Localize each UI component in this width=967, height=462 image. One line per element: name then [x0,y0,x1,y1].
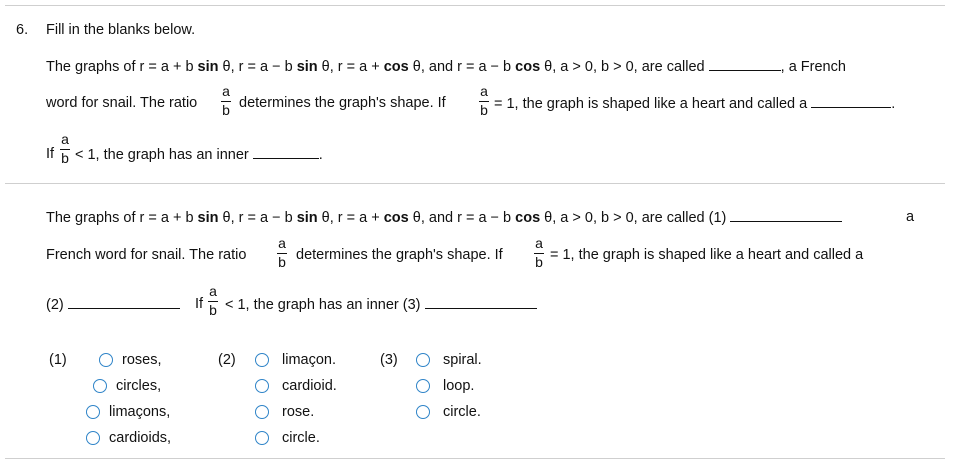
blank-1 [709,57,781,71]
option-label[interactable]: loop. [443,378,475,394]
blank-2 [811,94,891,108]
radio-group1-option1[interactable] [99,353,113,367]
blank-2-restated [68,295,180,309]
restated-line-2-c: = 1, the graph is shaped like a heart and called a [550,247,864,263]
radio-group2-option1[interactable] [255,353,269,367]
radio-group3-option3[interactable] [416,405,430,419]
radio-group2-option4[interactable] [255,431,269,445]
radio-group3-option1[interactable] [416,353,430,367]
restated-line-3-a: < 1, the graph has an inner (3) [225,295,537,314]
radio-group3-option2[interactable] [416,379,430,393]
choice-group-1-label: (1) [49,352,67,368]
radio-group1-option3[interactable] [86,405,100,419]
restated-line-1-tail: a [906,209,915,225]
option-label[interactable]: cardioid. [282,378,337,394]
restated-line-2-a: French word for snail. The ratio [46,247,247,263]
option-label[interactable]: limaçons, [109,404,171,420]
option-label[interactable]: spiral. [443,352,482,368]
restated-line-3-p2: (2) [46,295,180,314]
prompt-line-2-a: word for snail. The ratio [46,95,198,111]
radio-group1-option4[interactable] [86,431,100,445]
choice-group-2-label: (2) [218,352,236,368]
blank-3-restated [425,295,537,309]
choice-group-3-label: (3) [380,352,398,368]
restated-line-1: The graphs of r = a + b sin θ, r = a − b sin θ, r = a + cos θ, and r = a − b cos θ, a > 0, b > 0, are called (1) [46,208,842,227]
top-divider [5,5,945,6]
radio-group1-option2[interactable] [93,379,107,393]
question-number: 6. [16,22,29,38]
radio-group2-option2[interactable] [255,379,269,393]
question-instruction: Fill in the blanks below. [46,22,196,38]
option-label[interactable]: cardioids, [109,430,172,446]
option-label[interactable]: circle. [282,430,320,446]
radio-group2-option3[interactable] [255,405,269,419]
option-label[interactable]: circle. [443,404,481,420]
blank-3 [253,145,319,159]
prompt-line-3-a: < 1, the graph has an inner . [75,147,323,163]
prompt-line-2-b: determines the graph's shape. If [239,95,446,111]
prompt-line-1: The graphs of r = a + b sin θ, r = a − b sin θ, r = a + cos θ, and r = a − b cos θ, a > 0, b > 0, are called , a French [46,59,846,75]
option-label[interactable]: limaçon. [282,352,336,368]
restated-line-3-if: If [195,296,204,312]
bottom-divider [5,458,945,459]
option-label[interactable]: rose. [282,404,315,420]
option-label[interactable]: roses, [122,352,162,368]
section-divider [5,183,945,184]
blank-1-restated [730,208,842,222]
prompt-line-2-c: = 1, the graph is shaped like a heart and called a . [494,96,896,112]
option-label[interactable]: circles, [116,378,162,394]
prompt-line-3-if: If [46,146,55,162]
restated-line-2-b: determines the graph's shape. If [296,247,503,263]
